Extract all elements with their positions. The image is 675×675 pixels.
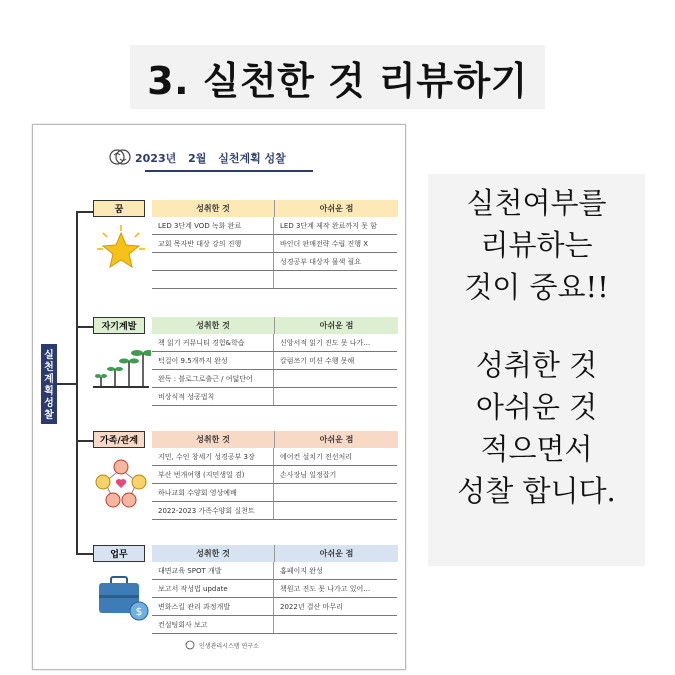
caption-line: 것이 중요!! <box>464 270 609 304</box>
doc-heading: 실천계획 성찰 <box>218 152 286 165</box>
caption-line: 아쉬운 것 <box>475 390 598 424</box>
svg-text:$: $ <box>135 605 143 618</box>
table-row: LED 3단계 VOD 녹화 완료 LED 3단계 제작 완료까지 못 함 <box>152 217 397 235</box>
doc-month: 2월 <box>188 152 207 165</box>
document-heading <box>135 148 335 168</box>
category-work: 업무 <box>93 545 145 562</box>
tree-trunk <box>76 211 78 553</box>
column-header: 성취한 것 <box>152 545 275 562</box>
side-caption <box>428 174 645 566</box>
category-dream: 꿈 <box>93 200 145 217</box>
table-row: 2022-2023 가족수양회 실천트 <box>152 502 397 520</box>
footer-text: 인생관리시스템 연구소 <box>199 642 259 650</box>
tree-branch <box>76 440 93 442</box>
caption-line: 성취한 것 <box>475 348 598 382</box>
footer-logo-icon <box>185 640 195 650</box>
column-header: 성취한 것 <box>152 431 275 448</box>
table-row <box>152 271 397 289</box>
title-band <box>130 45 545 109</box>
category-self-development: 자기계발 <box>93 317 145 334</box>
briefcase-icon <box>91 571 151 625</box>
column-header: 아쉬운 점 <box>275 431 398 448</box>
table-row: 보고서 작성법 update 책원고 진도 못 나가고 있어… <box>152 580 397 598</box>
table-row: 컨설팅회사 보고 <box>152 616 397 634</box>
category-family: 가족/관계 <box>93 431 145 448</box>
doc-year: 2023년 <box>135 152 177 165</box>
column-header: 아쉬운 점 <box>275 545 398 562</box>
table-dream <box>152 200 397 289</box>
table-row: 부산 번개여행 (지민생일 겸) 손사장님 일정잡기 <box>152 466 397 484</box>
planning-document <box>32 124 406 670</box>
table-row: 성경공부 대상자 물색 필요 <box>152 253 397 271</box>
table-work <box>152 545 397 634</box>
table-row: 교회 목자반 대상 강의 진행 바인더 판매전략 수립 진행 X <box>152 235 397 253</box>
table-row: 턱걸이 9.5개까지 완성 칼럼쓰기 미션 수행 못해 <box>152 352 397 370</box>
tree-root-link <box>57 383 77 385</box>
family-icon <box>91 455 151 509</box>
sprout-icon <box>91 339 151 393</box>
caption-line: 리뷰하는 <box>480 228 593 262</box>
table-row: 완독 : 블로그로출근 / 여덟단어 <box>152 370 397 388</box>
table-row: 책 읽기 커뮤니티 경험&학습 신앙서적 읽기 진도 못 나가… <box>152 334 397 352</box>
table-row: 지민, 수인 창세기 성경공부 3장 에어컨 설치기 전선처리 <box>152 448 397 466</box>
table-family <box>152 431 397 520</box>
caption-line: 실천여부를 <box>466 186 607 220</box>
table-self-development <box>152 317 397 406</box>
tree-branch <box>76 211 93 213</box>
document-footer <box>185 640 259 650</box>
column-header: 성취한 것 <box>152 200 275 217</box>
table-row: 변화스킬 관리 과정개발 2022년 결산 마무리 <box>152 598 397 616</box>
table-row: 대면교육 SPOT 개발 홈페이지 완성 <box>152 562 397 580</box>
star-icon <box>91 223 151 277</box>
caption-line: 적으면서 <box>480 432 593 466</box>
slide-title: 3. 실천한 것 리뷰하기 <box>147 58 528 103</box>
table-row: 하나교회 수양회 영상예배 <box>152 484 397 502</box>
column-header: 성취한 것 <box>152 317 275 334</box>
logo-icon <box>109 146 131 168</box>
tree-branch <box>76 326 93 328</box>
column-header: 아쉬운 점 <box>275 200 398 217</box>
side-label: 실 천 계 획 성 찰 <box>41 344 57 424</box>
column-header: 아쉬운 점 <box>275 317 398 334</box>
table-row: 비상식적 성공법칙 <box>152 388 397 406</box>
heading-underline <box>145 170 313 172</box>
tree-branch <box>76 553 93 555</box>
caption-line: 성찰 합니다. <box>457 474 616 508</box>
